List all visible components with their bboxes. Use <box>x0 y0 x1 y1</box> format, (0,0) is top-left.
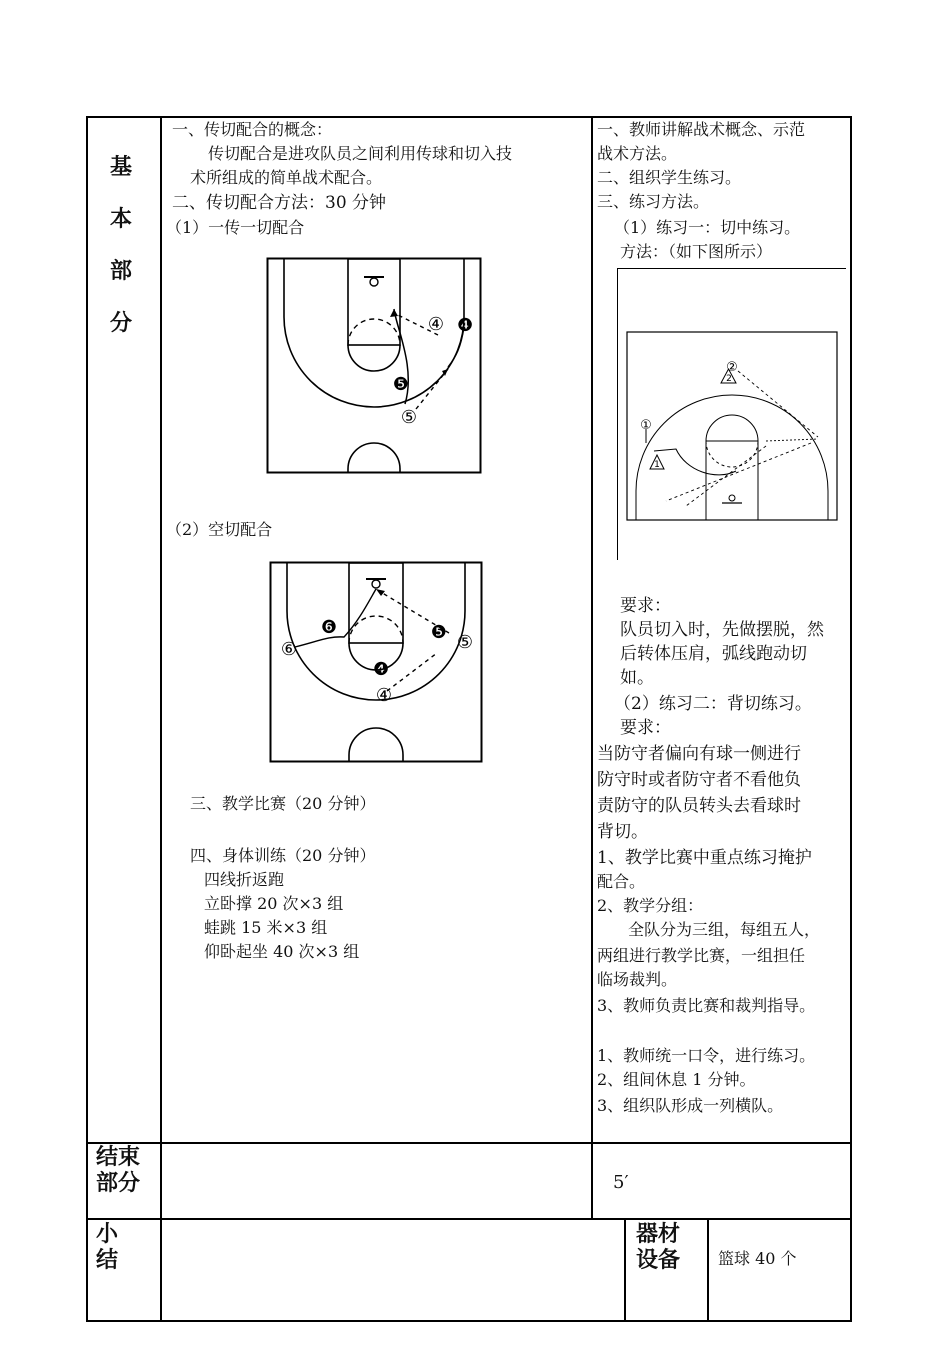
player-marker: ④ <box>427 314 445 335</box>
player-marker: ❹ <box>456 315 474 336</box>
equipment-value: 篮球 40 个 <box>718 1249 797 1268</box>
section-label-char: 部 <box>109 259 132 284</box>
method-line: 3、教师负责比赛和裁判指导。 <box>597 996 816 1015</box>
player-marker: ❺ <box>392 374 410 395</box>
section-label-line: 小 <box>96 1222 119 1247</box>
content-line: 蛙跳 15 米×3 组 <box>204 918 328 937</box>
method-line: 要求： <box>620 596 671 616</box>
center-circle <box>349 728 403 762</box>
content-line: 四、身体训练（20 分钟） <box>190 846 376 865</box>
free-throw-lane <box>706 441 758 520</box>
center-circle <box>348 443 400 473</box>
content-line: 四线折返跑 <box>204 870 285 889</box>
cut-path <box>654 449 736 475</box>
content-line: （2）空切配合 <box>166 520 273 539</box>
basket <box>729 495 735 501</box>
section-label-char: 本 <box>109 207 132 232</box>
method-line: 战术方法。 <box>597 144 678 163</box>
section-label-end <box>96 1145 140 1197</box>
diagram-give-and-go <box>266 257 482 475</box>
method-line: 2、教学分组： <box>597 896 704 915</box>
method-line: （2）练习二：背切练习。 <box>614 694 812 714</box>
content-line: 术所组成的简单战术配合。 <box>190 168 383 187</box>
player-marker: ⑤ <box>456 632 474 653</box>
screen-marker <box>766 439 818 441</box>
player-marker: ⑥ <box>280 639 298 660</box>
free-throw-lane <box>348 259 400 345</box>
section-label-line: 结 <box>96 1248 119 1273</box>
free-throw-lane <box>349 563 403 643</box>
player-marker: ❺ <box>430 622 448 643</box>
method-line: 临场裁判。 <box>597 970 678 989</box>
method-line: 队员切入时，先做摆脱，然 <box>620 620 824 640</box>
method-line: （1）练习一：切中练习。 <box>614 218 801 237</box>
player-marker: 1 <box>654 460 660 470</box>
section-label-line: 部分 <box>96 1171 141 1196</box>
content-line: 一、传切配合的概念： <box>172 120 333 139</box>
equipment-label-line: 设备 <box>636 1248 681 1273</box>
end-time: 5′ <box>613 1172 629 1193</box>
content-line: 仰卧起坐 40 次×3 组 <box>204 942 360 961</box>
method-line: 方法：（如下图所示） <box>620 242 773 261</box>
method-line: 两组进行教学比赛，一组担任 <box>597 946 806 965</box>
method-line: 如。 <box>620 668 654 688</box>
equipment-label-line: 器材 <box>636 1222 681 1247</box>
pass-line <box>387 653 437 691</box>
player-marker: ⑤ <box>400 407 418 428</box>
method-line: 背切。 <box>597 822 648 842</box>
method-line: 全队分为三组，每组五人， <box>628 920 821 939</box>
equipment-label <box>636 1222 680 1274</box>
method-line: 当防守者偏向有球一侧进行 <box>597 744 801 764</box>
arrowhead <box>376 589 385 596</box>
diagram-cut-drill <box>626 331 838 521</box>
content-line: 三、教学比赛（20 分钟） <box>190 794 376 813</box>
content-line: 传切配合是进攻队员之间利用传球和切入技 <box>208 144 513 163</box>
method-line: 后转体压肩，弧线跑动切 <box>620 644 807 664</box>
player-marker: ④ <box>375 685 393 706</box>
section-label-main <box>106 142 136 350</box>
content-line: （1）一传一切配合 <box>166 218 305 237</box>
player-marker: ② <box>726 360 738 375</box>
content-line: 二、传切配合方法：30 分钟 <box>172 193 387 213</box>
method-line: 1、教学比赛中重点练习掩护 <box>597 848 812 868</box>
free-throw-circle <box>348 345 400 371</box>
method-line: 2、组间休息 1 分钟。 <box>597 1070 756 1089</box>
section-label-line: 结束 <box>96 1145 141 1170</box>
player-marker: ❹ <box>372 659 390 680</box>
pass-line <box>738 371 818 437</box>
player-marker: 2 <box>726 374 732 384</box>
section-label-char: 基 <box>109 155 132 180</box>
section-label-char: 分 <box>109 311 132 336</box>
method-line: 责防守的队员转头去看球时 <box>597 796 801 816</box>
method-line: 要求： <box>620 718 671 738</box>
basket <box>370 278 378 286</box>
section-label-summary <box>96 1222 118 1274</box>
method-line: 3、组织队形成一列横队。 <box>597 1096 784 1115</box>
pass-line <box>416 369 448 409</box>
pass-line <box>666 443 811 501</box>
method-line: 防守时或者防守者不看他负 <box>597 770 801 790</box>
method-line: 1、教师统一口令，进行练习。 <box>597 1046 816 1065</box>
method-line: 三、练习方法。 <box>597 192 710 211</box>
diagram-frame-top <box>618 268 846 269</box>
basket <box>372 580 380 588</box>
player-marker: ❻ <box>320 617 338 638</box>
content-line: 立卧撑 20 次×3 组 <box>204 894 344 913</box>
free-throw-circle-dashed <box>348 319 400 345</box>
free-throw-circle-dashed <box>706 441 758 467</box>
method-line: 二、组织学生练习。 <box>597 168 742 187</box>
method-line: 配合。 <box>597 872 646 891</box>
method-line: 一、教师讲解战术概念、示范 <box>597 120 806 139</box>
diagram-backdoor-cut <box>269 561 483 763</box>
player-marker: ① <box>640 418 652 433</box>
diagram-frame-left <box>617 268 618 560</box>
free-throw-circle <box>706 415 758 441</box>
